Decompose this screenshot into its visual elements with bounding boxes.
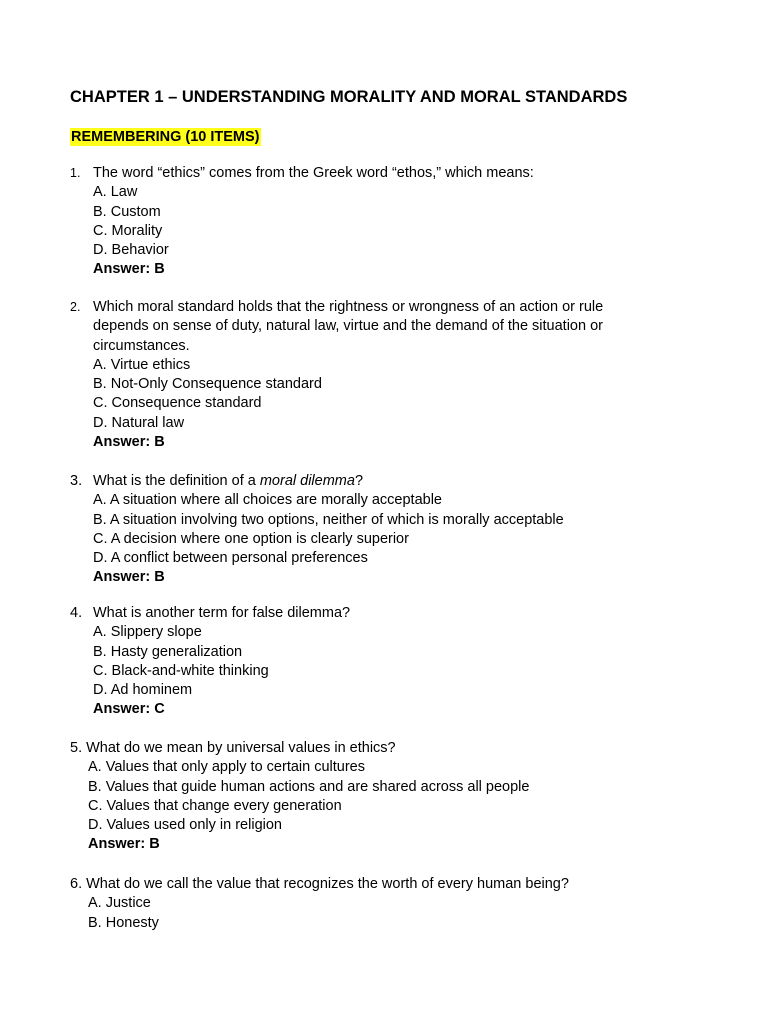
answer: Answer: B [88, 836, 160, 853]
answer: Answer: B [93, 261, 165, 278]
option-b: B. A situation involving two options, neither of which is morally acceptable [93, 511, 564, 528]
option-d: D. Values used only in religion [88, 817, 282, 834]
option-b: B. Hasty generalization [93, 643, 243, 660]
option-b: B. Custom [93, 203, 161, 220]
option-b: B. Values that guide human actions and are shared across all people [88, 778, 530, 795]
question-6 [70, 875, 690, 933]
answer: Answer: B [93, 434, 165, 451]
question-3 [70, 472, 690, 588]
question-4 [70, 604, 690, 720]
section-heading: REMEMBERING (10 ITEMS) [71, 129, 260, 145]
option-a: A. Values that only apply to certain cultures [88, 759, 365, 776]
question-number: 2. [70, 300, 81, 314]
option-a: A. A situation where all choices are morally acceptable [93, 492, 442, 509]
option-c: C. Morality [93, 222, 163, 239]
question-text-italic: moral dilemma [259, 473, 355, 489]
option-c: C. Black-and-white thinking [93, 662, 269, 679]
question-text: What is the definition of a [93, 473, 260, 489]
question-5 [70, 739, 690, 855]
answer: Answer: B [93, 569, 165, 586]
question-1 [70, 164, 690, 280]
option-a: A. Slippery slope [93, 624, 202, 641]
option-b: B. Not-Only Consequence standard [93, 376, 322, 393]
option-a: A. Justice [88, 895, 151, 912]
option-c: C. A decision where one option is clearly superior [93, 530, 409, 547]
question-text: 6. What do we call the value that recognizes the worth of every human being? [70, 876, 569, 892]
chapter-title: CHAPTER 1 – UNDERSTANDING MORALITY AND MORAL STANDARDS [70, 88, 628, 106]
question-text-line: Which moral standard holds that the rightness or wrongness of an action or rule [93, 299, 604, 315]
question-number: 4. [70, 605, 83, 621]
option-c: C. Values that change every generation [88, 797, 342, 814]
option-d: D. Behavior [93, 242, 169, 259]
question-text-line: depends on sense of duty, natural law, virtue and the demand of the situation or [93, 318, 603, 335]
answer: Answer: C [93, 701, 165, 718]
option-a: A. Virtue ethics [93, 356, 191, 373]
option-a: A. Law [93, 184, 138, 201]
question-text-end: ? [354, 473, 364, 489]
question-number: 3. [70, 473, 83, 489]
question-text: The word “ethics” comes from the Greek word “ethos,” which means: [93, 165, 534, 181]
option-c: C. Consequence standard [93, 395, 262, 412]
option-b: B. Honesty [88, 914, 159, 931]
option-d: D. A conflict between personal preferences [93, 550, 368, 567]
option-d: D. Natural law [93, 414, 185, 431]
question-number: 1. [70, 166, 81, 180]
question-text-line: circumstances. [93, 337, 190, 354]
option-d: D. Ad hominem [93, 682, 193, 699]
question-text: What is another term for false dilemma? [93, 605, 351, 621]
question-2 [70, 298, 690, 452]
question-text: 5. What do we mean by universal values in ethics? [70, 740, 396, 756]
